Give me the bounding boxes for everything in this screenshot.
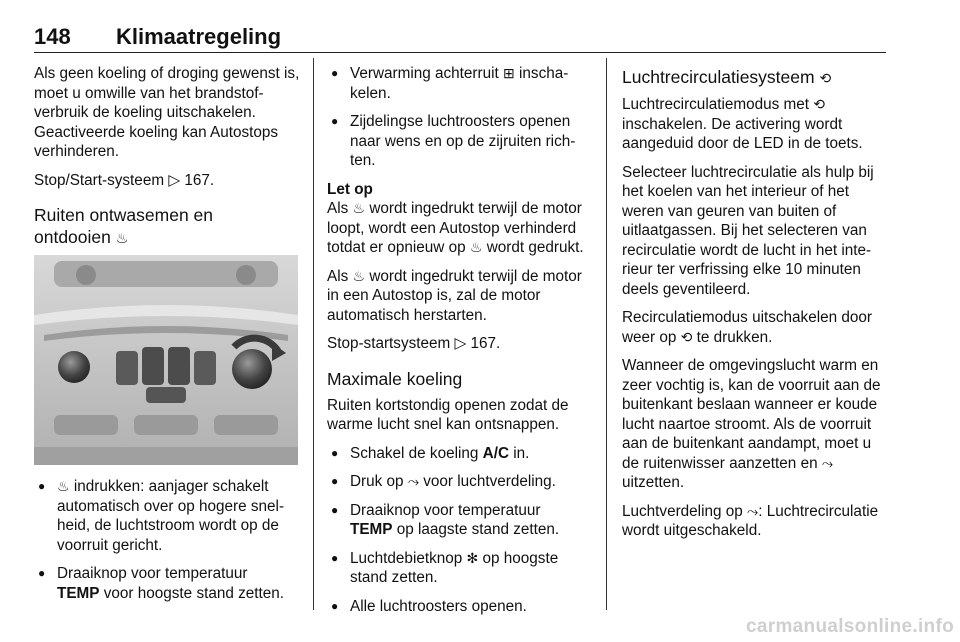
recirculation-paragraph: Selecteer luchtrecirculatie als hulp bij het koelen van het interieur of het weren van geuren van buiten of uitlaatgassen. Bij het selecteren van recirculatie wordt de lucht in het interieur ter verfrissing elke 10 minuten deels geventileerd. [622,163,874,298]
note-paragraph: Als ♨ wordt ingedrukt terwijl de motor in een Autostop is, zal de motor automatisch herstarten. [327,267,582,324]
fan-icon: ✻ [466,549,479,566]
air-distribution-icon: ⤳ [407,473,420,489]
note-paragraph: Als ♨ wordt ingedrukt terwijl de motor loopt, wordt een Autostop verhinderd totdat er opnieuw op ♨ wordt gedrukt. [327,200,584,256]
list-item: ● Draaiknop voor temperatuur TEMP op laagste stand zetten. [327,501,592,540]
intro-paragraph: Als geen koeling of droging gewenst is, moet u omwille van het brandstofverbruik de koeling uitschakelen. Geactiveerde koeling kan Autostops verhinderen. [34,65,300,160]
cross-reference: Stop/Start-systeem ▷ 167. [34,171,215,189]
note-label: Let op [327,180,373,198]
column-right [622,64,888,550]
arrow-icon: ▷ [168,171,181,189]
defrost-steps-continued [327,64,592,171]
defrost-icon: ♨ [57,478,70,494]
defrost-icon: ♨ [352,267,366,284]
air-distribution-icon: ⤳ [821,454,834,471]
list-item: ● Alle luchtroosters openen. [327,597,592,617]
column-divider [313,58,314,610]
defrost-steps-list [34,477,302,603]
page-header [34,20,886,53]
recirculation-icon: ⟲ [680,328,693,345]
column-divider [606,58,607,610]
page-title: Klimaatregeling [116,24,282,49]
defrost-icon: ♨ [469,239,483,255]
list-item: ● Luchtdebietknop ✻ op hoogste stand zetten. [327,549,592,588]
recirculation-paragraph: Luchtrecirculatiemodus met ⟲ inschakelen. De activering wordt aangeduid door de LED in de toets. [622,96,863,152]
climate-control-panel-image [34,255,298,465]
list-item: ● ♨ indrukken: aanjager schakelt automatisch over op hogere snelheid, de luchtstroom wordt op de voorruit gericht. [34,477,302,555]
max-cooling-steps-list [327,444,592,617]
defrost-icon: ♨ [352,200,366,216]
section-heading-max-cooling: Maximale koeling [327,368,463,389]
list-item: ● Draaiknop voor temperatuur TEMP voor hoogste stand zetten. [34,564,302,603]
recirculation-paragraph: Recirculatiemodus uitschakelen door weer op ⟲ te drukken. [622,309,872,346]
list-item: ● Druk op ⤳ voor luchtverdeling. [327,472,592,492]
column-left [34,64,302,612]
recirculation-paragraph: Wanneer de omgevingslucht warm en zeer vochtig is, kan de voorruit aan de buitenkant beslaan wanneer er koude lucht naartoe stroomt. Als de voorruit aan de buitenkant aandampt, moet u de ruitenwisser aanzetten en ⤳ uitzetten. [622,357,881,491]
list-item: ● Zijdelingse luchtroosters openen naar wens en op de zijruiten richten. [327,112,592,171]
arrow-icon: ▷ [454,335,467,352]
page-number: 148 [34,24,71,49]
section-heading-recirculation: Luchtrecirculatiesysteem ⟲ [622,67,832,87]
watermark: carmanualsonline.info [746,616,954,637]
intro-paragraph: Ruiten kortstondig openen zodat de warme lucht snel kan ontsnappen. [327,396,569,433]
note-block [327,180,592,326]
ref-page: 167. [184,171,215,189]
list-item: ● Schakel de koeling A/C in. [327,444,592,464]
list-item: ● Verwarming achterruit ⊞ inschakelen. [327,64,592,103]
column-middle [327,64,592,625]
section-heading-defrost: Ruiten ontwasemen en ontdooien ♨ [34,205,213,247]
recirculation-icon: ⟲ [819,70,832,86]
air-distribution-icon: ⤳ [747,502,759,519]
recirculation-icon: ⟲ [813,96,826,112]
rear-window-heating-icon: ⊞ [503,65,515,81]
recirculation-paragraph: Luchtverdeling op ⤳: Luchtrecirculatie wordt uitgeschakeld. [622,502,879,539]
cross-reference: Stop-startsysteem ▷ 167. [327,335,501,352]
defrost-icon: ♨ [115,230,129,246]
